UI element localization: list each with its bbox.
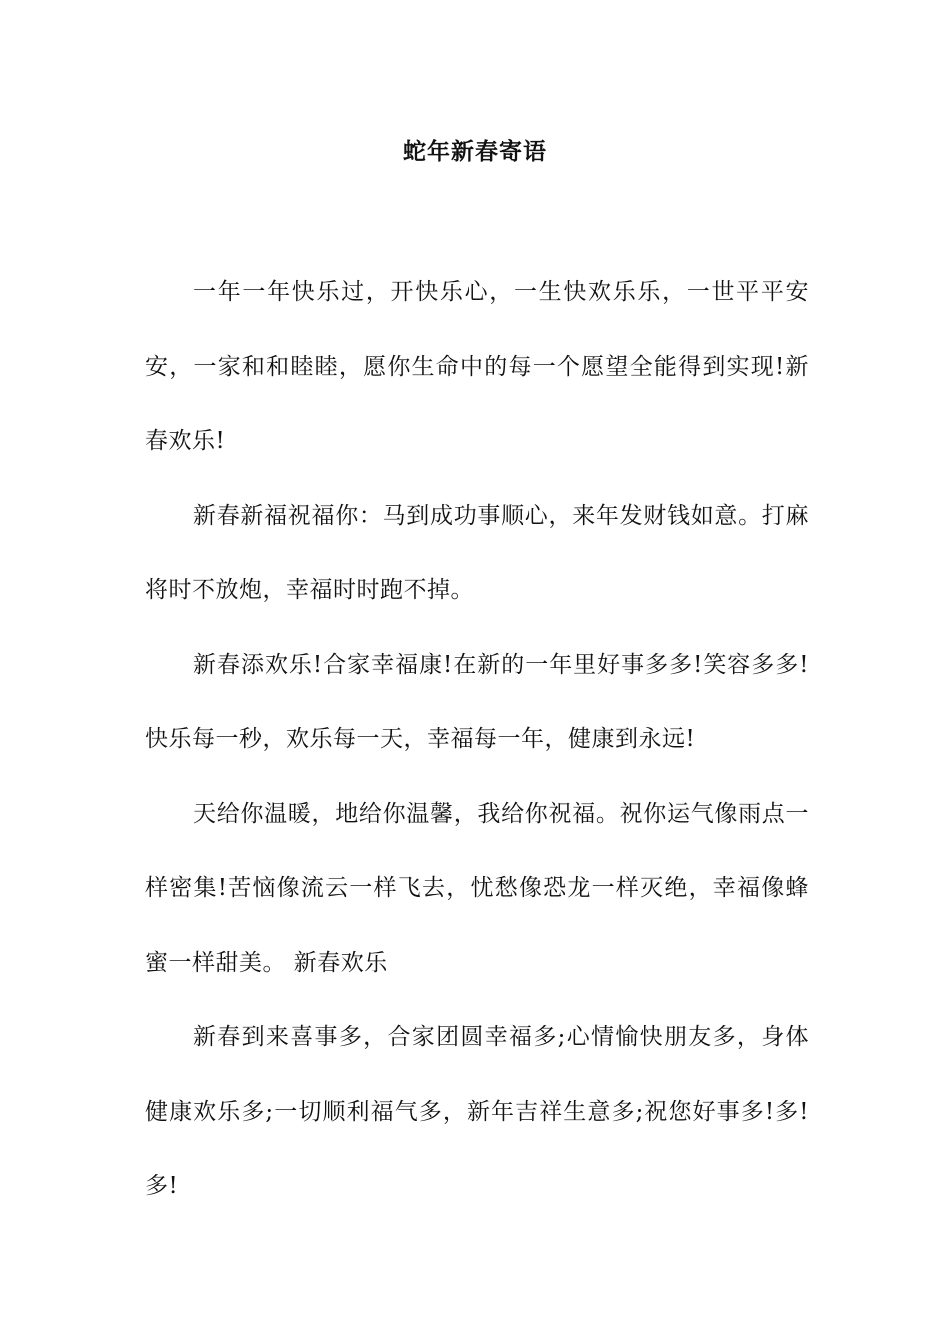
document-body — [145, 255, 809, 1224]
paragraph-5: 新春到来喜事多，合家团圆幸福多;心情愉快朋友多，身体健康欢乐多;一切顺利福气多，新年吉祥生意多;祝您好事多!多!多! — [145, 1024, 809, 1199]
document-title: 蛇年新春寄语 — [403, 138, 547, 165]
paragraph-1: 一年一年快乐过，开快乐心，一生快欢乐乐，一世平平安安，一家和和睦睦，愿你生命中的每一个愿望全能得到实现!新春欢乐! — [145, 279, 809, 454]
paragraph-3: 新春添欢乐!合家幸福康!在新的一年里好事多多!笑容多多!快乐每一秒，欢乐每一天，幸福每一年，健康到永远! — [145, 651, 809, 752]
paragraph-4: 天给你温暖，地给你温馨，我给你祝福。祝你运气像雨点一样密集!苦恼像流云一样飞去，忧愁像恐龙一样灭绝，幸福像蜂蜜一样甜美。 新春欢乐 — [145, 800, 809, 976]
paragraph-2: 新春新福祝福你：马到成功事顺心，来年发财钱如意。打麻将时不放炮，幸福时时跑不掉。 — [145, 502, 809, 603]
